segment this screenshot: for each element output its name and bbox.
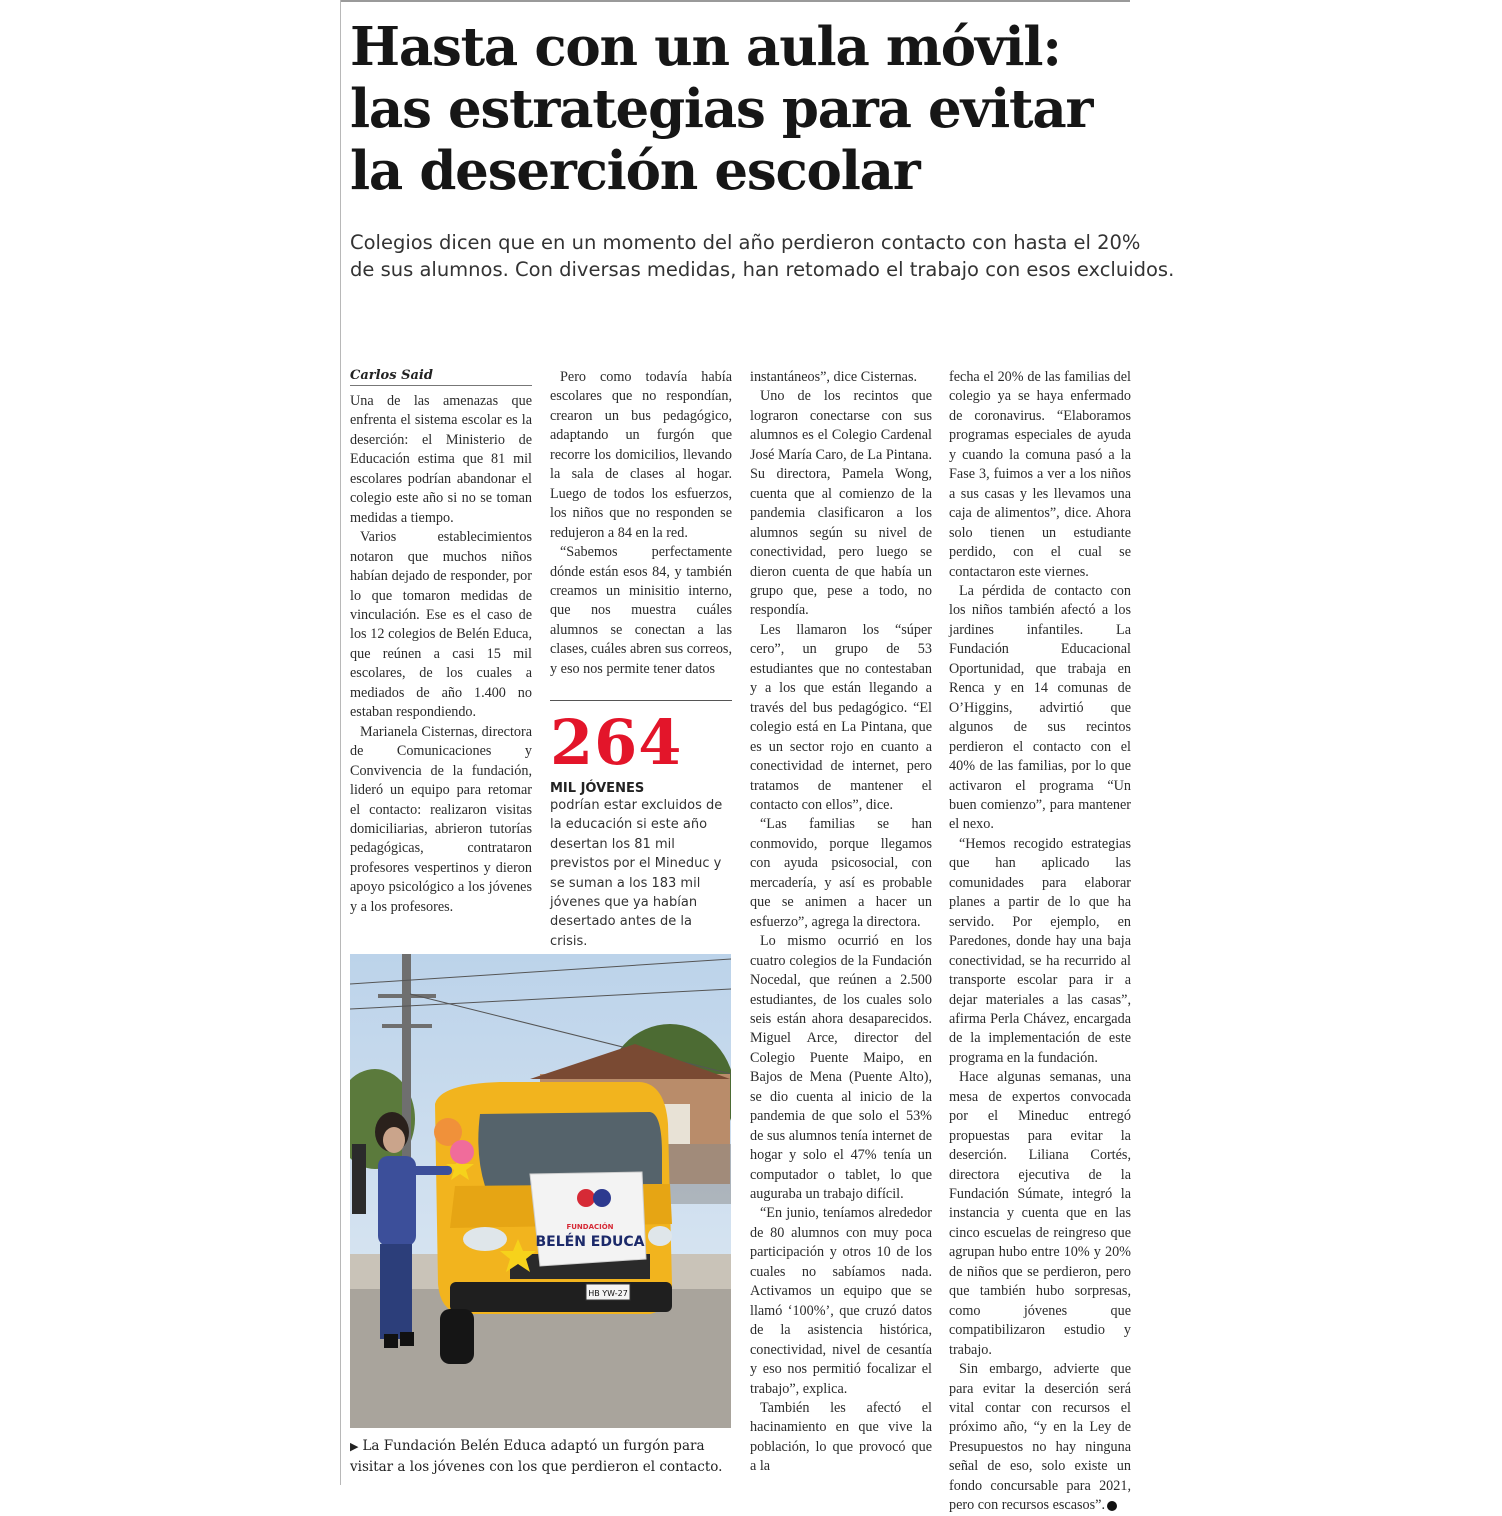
paragraph: Varios establecimientos notaron que muchos niños habían dejado de responder, por lo que tomaron medidas de vinculación. Ese es el caso de los 12 colegios de Belén Educa, que reúnen a casi 15 mil escolares, de los cuales a mediados de año 1.400 no estaban respondiendo.: [350, 529, 532, 721]
license-plate: HB YW-27: [588, 1289, 628, 1298]
stat-label: MIL JÓVENES: [550, 781, 645, 796]
headline-line: las estrategias para evitar: [350, 78, 1093, 140]
paragraph: Les llamaron los “súper cero”, un grupo de 53 estudiantes que no contestaban y a los que están llegando a través del bus pedagógico. “El colegio está en La Pintana, que es un sector rojo en cuanto a conectividad de internet, pero tratamos de mantener el contacto con ellos”, dice.: [750, 621, 932, 813]
paragraph: La pérdida de contacto con los niños también afectó a los jardines infantiles. La Fundación Educacional Oportunidad, que trabaja en Renca y en 14 comunas de O’Higgins, advirtió que algunos de sus recintos perdieron el contacto con el 40% de las familias, por lo que activaron el programa “Un buen comienzo”, para mantener el nexo.: [949, 582, 1131, 833]
stat-description: podrían estar excluidos de la educación si este año desertan los 81 mil previstos por el Mineduc y se suman a los 183 mil jóvenes que ya habían desertado antes de la crisis.: [550, 798, 723, 949]
stat-box: [550, 700, 732, 951]
paragraph: Una de las amenazas que enfrenta el sistema escolar es la deserción: el Ministerio de Educación estima que 81 mil escolares podrían abandonar el colegio este año si no se toman medidas a tiempo.: [350, 393, 532, 526]
paragraph: “En junio, teníamos alrededor de 80 alumnos con muy poca participación y otros 10 de los cuales no sabíamos nada. Activamos un equipo que se llamó ‘100%’, que cruzó datos de la asistencia histórica, conectividad, nivel de cesantía y eso nos permitió focalizar el trabajo”, explica.: [750, 1205, 932, 1397]
caption-arrow-icon: ▶: [350, 1440, 359, 1453]
article-photo: [350, 954, 731, 1428]
paragraph: Pero como todavía había escolares que no respondían, crearon un bus pedagógico, adaptando un furgón que recorre los domicilios, llevando la sala de clases al hogar. Luego de todos los esfuerzos, los niños que no responden se redujeron a 84 en la red.: [550, 369, 732, 541]
paragraph: Hace algunas semanas, una mesa de expertos convocada por el Mineduc entregó propuestas para evitar la deserción. Liliana Cortés, directora ejecutiva de la Fundación Súmate, integró la instancia y cuenta que en las cinco escuelas de reingreso que agrupan hubo entre 10% y 20% de niños que se perdieron, pero que también hubo sorpresas, como jóvenes que compatibilizaron estudio y trabajo.: [949, 1069, 1131, 1358]
newspaper-page: [340, 0, 1175, 1514]
paragraph: “Hemos recogido estrategias que han aplicado las comunidades para elaborar planes a partir de lo que ha servido. Por ejemplo, en Paredones, donde hay una baja conectividad, se ha recurrido al transporte escolar para ir a dejar materiales a las casas”, afirma Perla Chávez, encargada de la implementación de este programa en la fundación.: [949, 835, 1131, 1066]
dek-line: de sus alumnos. Con diversas medidas, han retomado el trabajo con esos excluidos.: [350, 258, 1175, 281]
column-4: [949, 368, 1131, 1516]
paragraph: Marianela Cisternas, directora de Comunicaciones y Convivencia de la fundación, lideró un equipo para retomar el contacto: realizaron visitas domiciliarias, abrieron tutorías pedagógicas, contrataron profesores vespertinos y dieron apoyo psicológico a los jóvenes y a los profesores.: [350, 723, 532, 915]
banner-text-1: FUNDACIÓN: [566, 1223, 614, 1231]
headline: [350, 16, 1130, 202]
paragraph: fecha el 20% de las familias del colegio ya se haya enfermado de coronavirus. “Elaboramos programas especiales de ayuda y cuando la comuna pasó a la Fase 3, fuimos a ver a los niños a sus casas y les llevamos una caja de alimentos”, dice. Ahora solo tienen un estudiante perdido, con el cual se contactaron este viernes.: [949, 369, 1131, 580]
final-paragraph-text: Sin embargo, advierte que para evitar la deserción será vital contar con recursos el próximo año, “y en la Ley de Presupuestos no hay ninguna señal de eso, solo existe un fondo concursable para 2021, pero con recursos escasos”.: [949, 1361, 1131, 1514]
paragraph: “Sabemos perfectamente dónde están esos 84, y también creamos un minisitio interno, que nos muestra cuáles alumnos se conectan a las clases, cuáles abren sus correos, y eso nos permite tener datos: [550, 544, 732, 677]
paragraph: [949, 1360, 1131, 1516]
column-3: [750, 368, 932, 1477]
photo-caption: [350, 1436, 731, 1477]
left-rule: [340, 0, 341, 1485]
dek-line: Colegios dicen que en un momento del año perdieron contacto con hasta el 20%: [350, 231, 1141, 254]
stat-number: 264: [550, 706, 683, 779]
column-1: [350, 368, 532, 917]
paragraph: También les afectó el hacinamiento en que vive la población, lo que provocó que a la: [750, 1400, 932, 1475]
column-2: [550, 368, 732, 679]
paragraph: “Las familias se han conmovido, porque llegamos con ayuda psicosocial, con mercadería, y así es probable que se animen a hacer un esfuerzo”, agrega la directora.: [750, 816, 932, 930]
top-rule: [340, 0, 1130, 2]
end-mark-icon: [1107, 1501, 1117, 1511]
byline: Carlos Said: [350, 368, 532, 386]
paragraph: instantáneos”, dice Cisternas.: [750, 369, 918, 385]
banner-text-2: BELÉN EDUCA: [535, 1234, 645, 1250]
van-photo-illustration: [350, 954, 731, 1428]
headline-line: la deserción escolar: [350, 140, 920, 202]
paragraph: Uno de los recintos que lograron conectarse con sus alumnos es el Colegio Cardenal José María Caro, de La Pintana. Su directora, Pamela Wong, cuenta que al comienzo de la pandemia clasificaron a los alumnos según su nivel de conectividad, pero luego se dieron cuenta de que había un grupo que, pese a todo, no respondía.: [750, 388, 932, 619]
headline-line: Hasta con un aula móvil:: [350, 16, 1061, 78]
subheadline: [350, 229, 1175, 283]
caption-text: La Fundación Belén Educa adaptó un furgón para visitar a los jóvenes con los que perdieron el contacto.: [350, 1438, 723, 1475]
paragraph: Lo mismo ocurrió en los cuatro colegios de la Fundación Nocedal, que reúnen a 2.500 estudiantes, de los cuales solo seis están ahora desaparecidos. Miguel Arce, director del Colegio Puente Maipo, en Bajos de Mena (Puente Alto), se dio cuenta al inicio de la pandemia de que solo el 53% de sus alumnos tenía internet de hogar y solo el 47% tenía un computador o tablet, lo que auguraba un trabajo difícil.: [750, 933, 932, 1203]
